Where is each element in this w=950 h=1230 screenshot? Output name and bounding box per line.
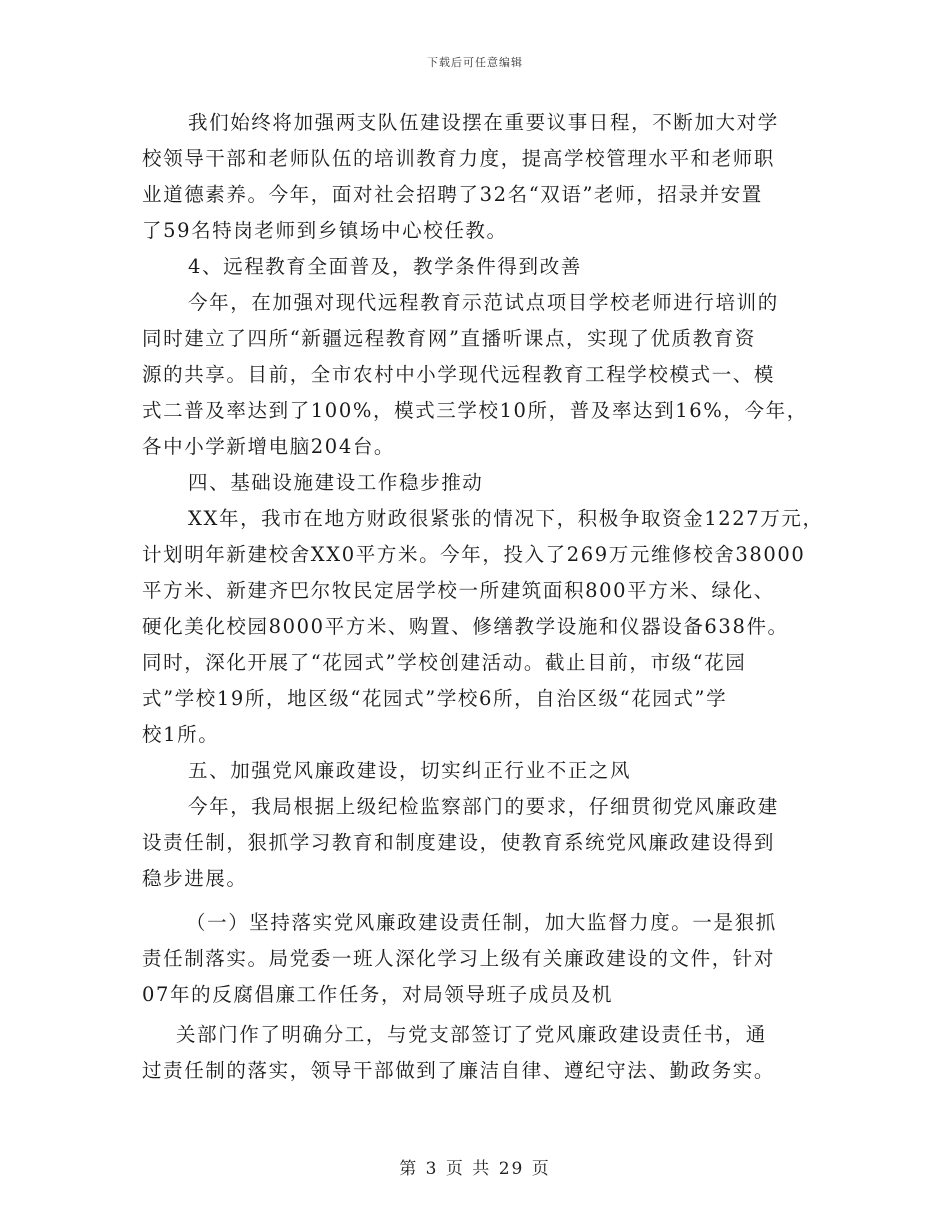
text-line: 过责任制的落实，领导干部做到了廉洁自律、遵纪守法、勤政务实。	[142, 1059, 776, 1082]
text-line: 校1所。	[142, 723, 220, 746]
text-line: XX年，我市在地方财政很紧张的情况下，积极争取资金1227万元，	[188, 507, 824, 530]
text-line: 校领导干部和老师队伍的培训教育力度，提高学校管理水平和老师职	[142, 147, 776, 170]
text-line: 了59名特岗老师到乡镇场中心校任教。	[142, 219, 508, 242]
text-line: 同时建立了四所“新疆远程教育网”直播听课点，实现了优质教育资	[142, 327, 756, 350]
page-footer: 第 3 页 共 29 页	[399, 1159, 551, 1179]
document-body	[142, 108, 824, 1086]
text-line: 各中小学新增电脑204台。	[142, 435, 396, 458]
text-line: 关部门作了明确分工，与党支部签订了党风廉政建设责任书，通	[176, 1023, 767, 1046]
text-line: 式二普及率达到了100%，模式三学校10所，普及率达到16%，今年，	[142, 399, 808, 422]
text-line: 业道德素养。今年，面对社会招聘了32名“双语”老师，招录并安置	[142, 183, 763, 206]
text-line: 稳步进展。	[142, 867, 248, 890]
text-line: 责任制落实。局党委一班人深化学习上级有关廉政建设的文件，针对	[142, 947, 776, 970]
text-line: 同时，深化开展了“花园式”学校创建活动。截止目前，市级“花园	[142, 651, 747, 674]
text-line: 源的共享。目前，全市农村中小学现代远程教育工程学校模式一、模	[142, 363, 776, 386]
text-line: 平方米、新建齐巴尔牧民定居学校一所建筑面积800平方米、绿化、	[142, 579, 775, 602]
text-line: 4、远程教育全面普及，教学条件得到改善	[188, 255, 582, 278]
text-line: 今年，在加强对现代远程教育示范试点项目学校老师进行培训的	[188, 291, 779, 314]
text-line: 我们始终将加强两支队伍建设摆在重要议事日程，不断加大对学	[188, 111, 779, 134]
text-line: 07年的反腐倡廉工作任务，对局领导班子成员及机	[142, 983, 614, 1006]
text-line: 今年，我局根据上级纪检监察部门的要求，仔细贯彻党风廉政建	[188, 795, 779, 818]
text-line: 设责任制，狠抓学习教育和制度建设，使教育系统党风廉政建设得到	[142, 831, 776, 854]
text-line: （一）坚持落实党风廉政建设责任制，加大监督力度。一是狠抓	[186, 911, 777, 934]
text-line: 五、加强党风廉政建设，切实纠正行业不正之风	[188, 759, 632, 782]
text-line: 计划明年新建校舍XX0平方米。今年，投入了269万元维修校舍38000	[142, 543, 806, 566]
text-line: 四、基础设施建设工作稳步推动	[188, 471, 484, 494]
text-line: 硬化美化校园8000平方米、购置、修缮教学设施和仪器设备638件。	[142, 615, 789, 638]
page-header: 下载后可任意编辑	[427, 56, 523, 69]
text-line: 式”学校19所，地区级“花园式”学校6所，自治区级“花园式”学	[142, 687, 728, 710]
